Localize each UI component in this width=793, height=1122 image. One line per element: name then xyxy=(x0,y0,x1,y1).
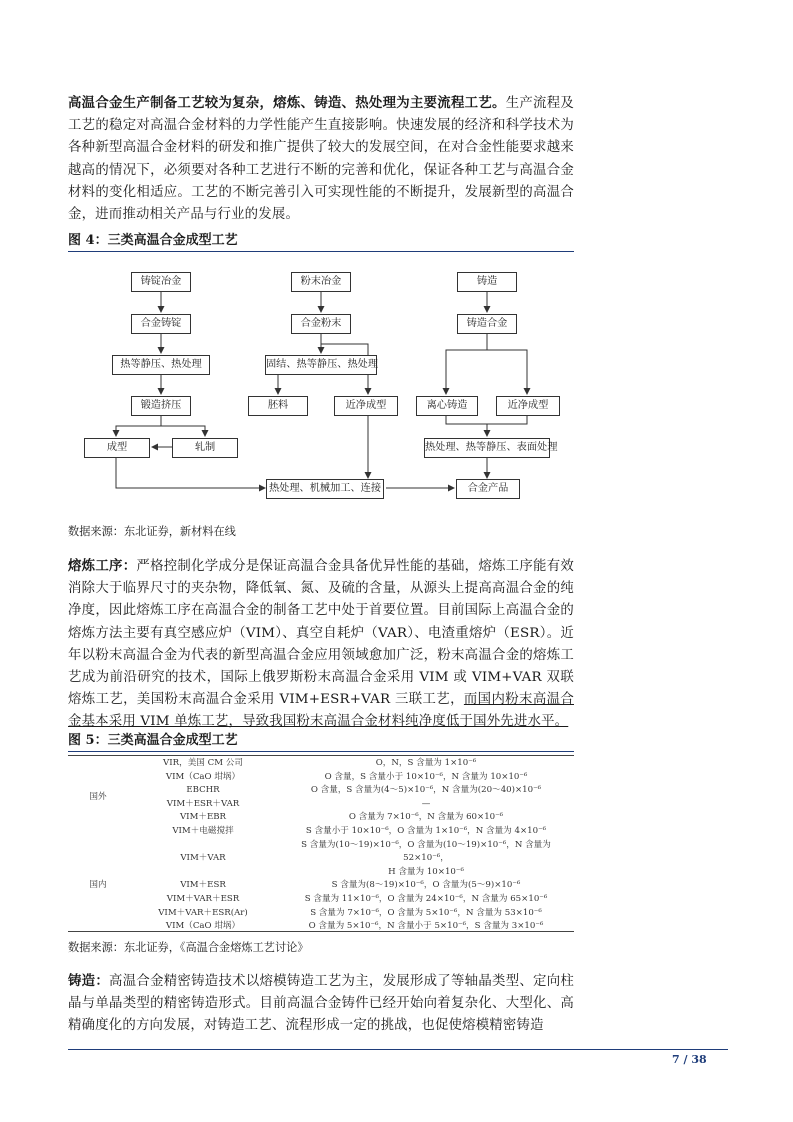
figure5-title: 图 5：三类高温合金成型工艺 xyxy=(68,733,238,748)
process-cell: VIM（CaO 坩埚） xyxy=(165,921,241,932)
content-cell: O 含量，S 含量为(4～5)×10⁻⁶，N 含量为(20～40)×10⁻⁶ xyxy=(310,785,542,796)
content-cell: O，N，S 含量为 1×10⁻⁶ xyxy=(375,758,477,768)
table-bottom-border xyxy=(68,931,574,932)
table-row xyxy=(68,907,574,921)
node-forming: 成型 xyxy=(84,438,150,458)
process-cell: VIR，美国 CM 公司 xyxy=(163,758,243,768)
process-cell: VIM＋ESR xyxy=(180,880,226,891)
node-casting: 铸造 xyxy=(457,272,517,292)
figure5-source: 数据来源：东北证券，《高温合金熔炼工艺讨论》 xyxy=(68,941,309,954)
content-cell: S 含量小于 10×10⁻⁶，O 含量为 1×10⁻⁶，N 含量为 4×10⁻⁶ xyxy=(305,825,547,836)
intro-bold-lead: 高温合金生产制备工艺较为复杂，熔炼、铸造、热处理为主要流程工艺。 xyxy=(68,95,506,111)
figure4-title: 图 4：三类高温合金成型工艺 xyxy=(68,233,238,248)
casting-paragraph xyxy=(68,970,574,1038)
table-row xyxy=(68,893,574,907)
node-alloy-powder: 合金粉末 xyxy=(291,314,351,334)
table-row xyxy=(68,839,574,880)
table-row xyxy=(68,879,574,893)
process-cell: VIM＋电磁搅拌 xyxy=(172,825,234,836)
node-near-net-shape-1: 近净成型 xyxy=(334,396,398,416)
content-cell: S 含量为 11×10⁻⁶，O 含量为 24×10⁻⁶，N 含量为 65×10⁻⁶ xyxy=(304,893,548,904)
arrow-nearnet2-to-hip3 xyxy=(487,416,527,424)
node-alloy-ingot: 合金铸锭 xyxy=(131,314,191,334)
flowchart-connectors xyxy=(68,258,574,514)
table-row xyxy=(68,825,574,839)
node-centrifugal-casting: 离心铸造 xyxy=(416,396,478,416)
content-line-2: H 含量为 10×10⁻⁶ xyxy=(388,866,464,877)
node-billet: 胚料 xyxy=(248,396,308,416)
arrow-castalloy-to-nearnet2 xyxy=(487,334,527,394)
footer-rule xyxy=(68,1049,728,1050)
node-surface-treatment: 热处理、热等静压、表面处理 xyxy=(424,438,550,458)
content-cell: O 含量为 7×10⁻⁶，N 含量为 60×10⁻⁶ xyxy=(348,812,504,823)
region-cell-abroad: 国外 xyxy=(89,791,107,802)
process-flowchart xyxy=(68,258,574,514)
smelting-process-table xyxy=(68,757,574,934)
table-row xyxy=(68,784,574,798)
intro-text: 生产流程及工艺的稳定对高温合金材料的力学性能产生直接影响。快速发展的经济和科学技术为各种新型高温合金材料的研发和推广提供了较大的发展空间，在对合金性能要求越来越高的情况下，必须要对各种工艺进行不断的完善和优化，保证各种工艺与高温合金材料的变化相适应。工艺的不断完善引入可实现性能的不断提升，发展新型的高温合金，进而推动相关产品与行业的发展。 xyxy=(68,96,575,223)
node-ingot-metallurgy: 铸锭冶金 xyxy=(131,272,191,292)
process-cell: VIM（CaO 坩埚） xyxy=(165,771,241,782)
node-consolidation-hip: 固结、热等静压、热处理 xyxy=(265,355,377,375)
casting-bold-lead: 铸造： xyxy=(68,973,110,989)
node-cast-alloy: 铸造合金 xyxy=(457,314,517,334)
process-cell: VIM＋VAR＋ESR(Ar) xyxy=(158,907,248,918)
content-cell: S 含量为(8～19)×10⁻⁶，O 含量为(5～9)×10⁻⁶ xyxy=(331,880,521,891)
arrow-centrifugal-to-hip3 xyxy=(446,416,487,436)
smelting-bold-lead: 熔炼工序： xyxy=(68,558,137,574)
table-top-border xyxy=(68,755,574,756)
node-hip-heat-treatment-1: 热等静压、热处理 xyxy=(112,355,210,375)
process-cell: EBCHR xyxy=(186,785,220,796)
node-powder-metallurgy: 粉末冶金 xyxy=(291,272,351,292)
smelting-underlined-text: 而国内粉末高温合金基本采用 VIM 单炼工艺，导致我国粉末高温合金材料纯净度低于国外先进水平。 xyxy=(68,692,574,730)
content-cell xyxy=(278,839,574,880)
intro-paragraph xyxy=(68,92,574,226)
smelting-text: 严格控制化学成分是保证高温合金具备优异性能的基础，熔炼工序能有效消除大于临界尺寸的夹杂物，降低氧、氮、及硫的含量，从源头上提高高温合金的纯净度，因此熔炼工序在高温合金的制备工艺中处于首要位置。目前国际上高温合金的熔炼方法主要有真空感应炉（VIM）、真空自耗炉（VAR）、电渣重熔炉（ESR）。近年以粉末高温合金为代表的新型高温合金应用领域愈加广泛，粉末高温合金的熔炼工艺成为前沿研究的技术，国际上俄罗斯粉末高温合金采用 VIM 或 VIM+VAR 双联熔炼工艺，美国粉末高温合金采用 VIM+ESR+VAR 三联工艺， xyxy=(68,559,574,708)
node-near-net-shape-2: 近净成型 xyxy=(496,396,560,416)
node-machining-joining: 热处理、机械加工、连接 xyxy=(266,479,384,499)
figure5-title-rule xyxy=(68,751,574,752)
casting-text: 高温合金精密铸造技术以熔模铸造工艺为主，发展形成了等轴晶类型、定向柱晶与单晶类型的精密铸造形式。目前高温合金铸件已经开始向着复杂化、大型化、高精确度化的方向发展，对铸造工艺、流程形成一定的挑战，也促使熔模精密铸造 xyxy=(68,974,574,1034)
process-cell: VIM＋VAR xyxy=(180,853,226,864)
arrow-forge-to-rolling xyxy=(161,426,205,436)
table-row xyxy=(68,757,574,771)
region-cell-domestic: 国内 xyxy=(89,880,107,891)
table-row xyxy=(68,798,574,812)
table-row xyxy=(68,811,574,825)
table-row xyxy=(68,771,574,785)
content-cell: — xyxy=(421,798,431,809)
arrow-forming-to-machining xyxy=(116,457,265,488)
content-cell: O 含量，S 含量小于 10×10⁻⁶，N 含量为 10×10⁻⁶ xyxy=(324,771,528,782)
figure4-source: 数据来源：东北证券，新材料在线 xyxy=(68,525,236,538)
content-cell: O 含量为 5×10⁻⁶，N 含量小于 5×10⁻⁶，S 含量为 3×10⁻⁶ xyxy=(308,921,544,932)
node-alloy-product: 合金产品 xyxy=(456,479,520,499)
process-cell: VIM＋ESR＋VAR xyxy=(166,798,240,809)
arrow-castalloy-to-centrifugal xyxy=(446,334,487,394)
page-number: 7 / 38 xyxy=(672,1053,707,1066)
process-cell: VIM＋EBR xyxy=(179,812,227,823)
smelting-paragraph xyxy=(68,555,574,734)
content-cell: S 含量为 7×10⁻⁶，O 含量为 5×10⁻⁶，N 含量为 53×10⁻⁶ xyxy=(310,907,542,918)
arrow-forge-to-forming xyxy=(116,416,161,436)
process-cell: VIM＋VAR＋ESR xyxy=(166,893,240,904)
content-line: S 含量为(10～19)×10⁻⁶，O 含量为(10～19)×10⁻⁶，N 含量为 52×10⁻⁶， xyxy=(301,839,551,864)
figure4-title-rule xyxy=(68,251,574,252)
node-forging-extrusion: 锻造挤压 xyxy=(131,396,191,416)
node-rolling: 轧制 xyxy=(172,438,238,458)
